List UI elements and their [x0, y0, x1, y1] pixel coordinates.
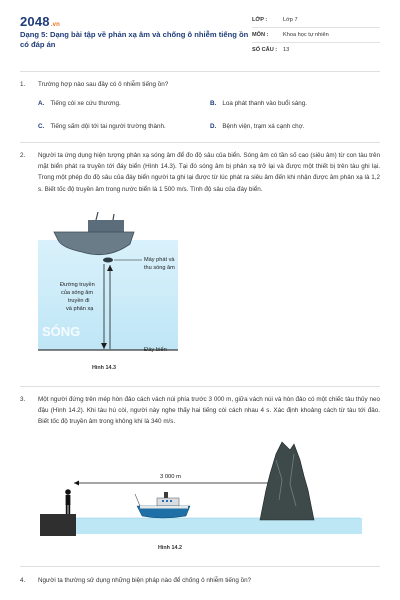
island [40, 514, 76, 536]
meta-divider [252, 27, 380, 28]
path-label: của sóng âm [61, 290, 94, 296]
ship-cabin [88, 220, 124, 232]
site-logo[interactable] [20, 14, 60, 29]
answer-option-b[interactable] [210, 100, 307, 107]
meta-value-subject: Khoa học tự nhiên [283, 32, 329, 38]
cliff [260, 442, 314, 520]
question-text: Người ta thường sử dụng những biện pháp nào để chống ô nhiễm tiếng ồn? [38, 577, 252, 584]
path-label: Đường truyền [60, 282, 95, 288]
meta-value-class: Lớp 7 [283, 17, 298, 23]
path-label: truyền đi [68, 298, 90, 304]
meta-value-count: 13 [283, 47, 290, 53]
answer-option-a[interactable] [38, 100, 121, 107]
question-text: Một người đứng trên mép hòn đảo cách vách núi phía trước 3 000 m, giữa vách núi và hòn đảo có một chiếc tàu thủy neo đậu (Hình 14.2). Khi tàu hú còi, người này nghe thấy hai tiếng còi cách nhau 4 s. Xác định khoảng cách từ tàu tới đảo. Biết tốc độ truyền âm trong không khí là 340 m/s. [38, 396, 380, 426]
question-number: 3. [20, 396, 26, 403]
question-divider [20, 566, 380, 567]
answer-option-d[interactable] [210, 123, 305, 130]
option-letter: C. [38, 123, 45, 130]
watermark-text: SÓNG [42, 324, 81, 339]
option-text: Bệnh viện, trạm xá cạnh chợ. [222, 123, 305, 130]
sonar-device [103, 258, 113, 263]
option-letter: B. [210, 100, 217, 107]
page-title: Dạng 5: Dạng bài tập về phản xạ âm và chống ô nhiễm tiếng ồn có đáp án [20, 30, 249, 49]
question-divider [20, 386, 380, 387]
meta-label-subject: MÔN : [252, 32, 269, 38]
figure-14-2 [38, 440, 362, 544]
meta-divider [252, 42, 380, 43]
option-text: Tiếng sấm dội tới tai người trường thành. [50, 123, 166, 130]
arrow-left-icon [74, 481, 79, 486]
figure-caption: Hình 14.2 [158, 545, 182, 551]
page-header [0, 0, 400, 74]
ship-mast [96, 212, 114, 220]
header-divider [20, 71, 380, 72]
logo-tld: .vn [50, 22, 61, 28]
ship-icon [135, 492, 190, 518]
meta-label-count: SỐ CÂU : [252, 47, 278, 53]
distance-label: 3 000 m [160, 474, 181, 480]
question-number: 1. [20, 81, 26, 88]
person-icon [65, 489, 71, 514]
figure-caption: Hình 14.3 [92, 365, 116, 371]
option-text: Loa phát thanh vào buổi sáng. [222, 100, 308, 107]
question-text: Người ta ứng dụng hiện tượng phản xạ sóng âm để đo độ sâu của biển. Sóng âm có tần số cao (siêu âm) từ con tàu trên mặt biển phát ra truyền tới đáy biển (Hình 14.3). Tại đó sóng âm bị phản xạ trở lại và được một thiết bị trên tàu ghi lại. Trong một phép đo độ sâu của đáy biển người ta ghi lại được từ lúc phát ra siêu âm đến khi nhận được âm phản xạ là 1,2 s. Biết tốc độ truyền âm trong nước biển là 1 500 m/s. Tính độ sâu của đáy biển. [38, 152, 380, 193]
question-divider [20, 142, 380, 143]
device-label: thu sóng âm [144, 265, 175, 271]
option-text: Tiếng còi xe cứu thương. [50, 100, 121, 107]
device-label: Máy phát và [144, 257, 175, 263]
seabed-label: Đáy biển [144, 347, 167, 353]
question-number: 4. [20, 577, 26, 584]
path-label: và phản xạ [66, 306, 94, 312]
logo-text: 2048 [20, 14, 50, 29]
option-letter: D. [210, 123, 217, 130]
figure-14-3 [38, 212, 218, 360]
sea-water [68, 518, 362, 534]
question-text: Trường hợp nào sau đây có ô nhiễm tiếng ồn? [38, 81, 169, 88]
option-letter: A. [38, 100, 45, 107]
meta-label-class: LỚP : [252, 17, 268, 23]
question-number: 2. [20, 152, 26, 159]
answer-option-c[interactable] [38, 123, 166, 130]
